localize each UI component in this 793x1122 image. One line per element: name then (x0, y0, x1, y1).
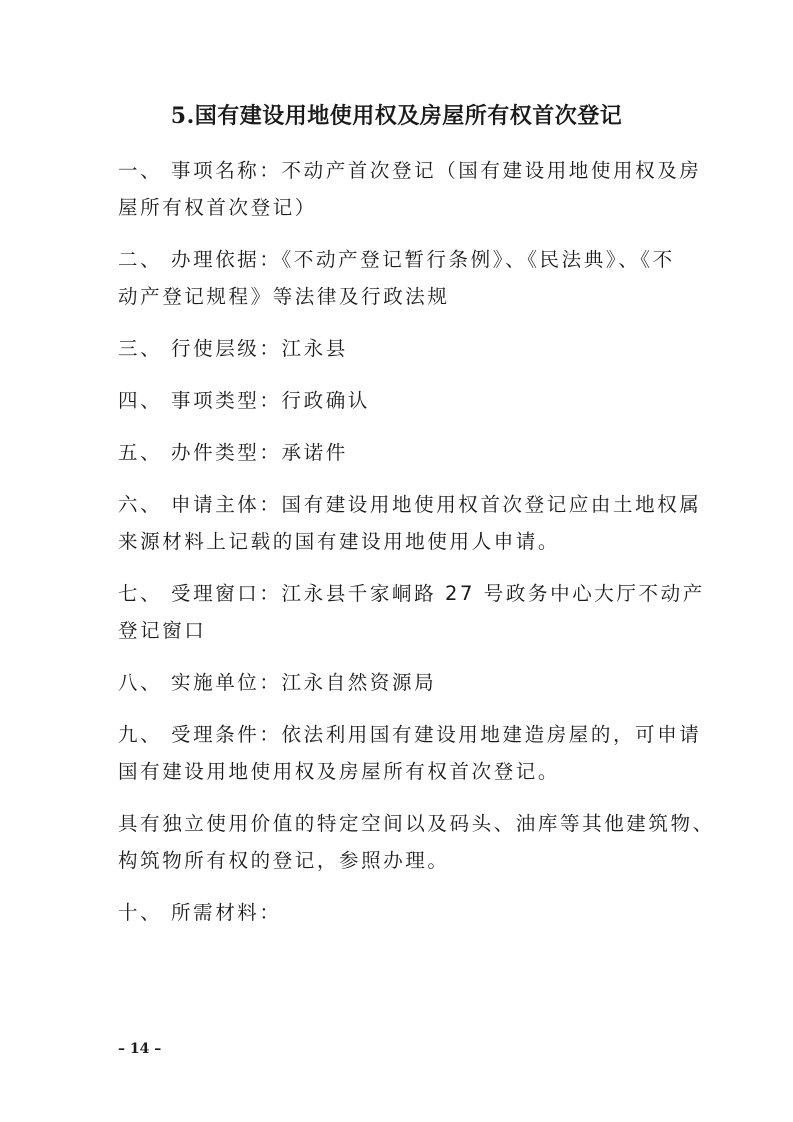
text-line: 十、 所需材料： (118, 901, 282, 924)
text-line: 九、 受理条件：依法利用国有建设用地建造房屋的，可申请 (118, 723, 702, 746)
text-line: 八、 实施单位：江永自然资源局 (118, 671, 437, 694)
paragraph-applicant (118, 486, 702, 560)
document-title: 5.国有建设用地使用权及房屋所有权首次登记 (170, 103, 623, 129)
paragraph-conditions (118, 716, 702, 790)
paragraph-legal-basis (118, 241, 688, 315)
text-line: 四、 事项类型：行政确认 (118, 389, 370, 412)
text-line: 七、 受理窗口：江永县千家峒路 27 号政务中心大厅不动产 (118, 582, 705, 605)
paragraph-level (118, 330, 688, 367)
paragraph-case-type (118, 434, 688, 471)
paragraph-item-name (118, 152, 702, 226)
text-line: 登记窗口 (118, 619, 207, 642)
text-line: 五、 办件类型：承诺件 (118, 441, 348, 464)
paragraph-implementing-unit (118, 664, 688, 701)
text-line: 国有建设用地使用权及房屋所有权首次登记。 (118, 760, 561, 783)
text-line: 二、 办理依据：《不动产登记暂行条例》、《民法典》、《不 (118, 248, 675, 271)
paragraph-materials (118, 894, 688, 931)
paragraph-item-type (118, 382, 688, 419)
text-line: 动产登记规程》等法律及行政法规 (118, 285, 450, 308)
text-line: 屋所有权首次登记） (118, 196, 317, 219)
document-body (118, 152, 715, 946)
text-line: 一、 事项名称：不动产首次登记（国有建设用地使用权及房 (118, 159, 702, 182)
text-line: 六、 申请主体：国有建设用地使用权首次登记应由土地权属 (118, 493, 702, 516)
text-line: 三、 行使层级：江永县 (118, 337, 348, 360)
text-line: 构筑物所有权的登记，参照办理。 (118, 849, 450, 872)
page-number: – 14 – (118, 1041, 162, 1057)
paragraph-special-space (118, 805, 715, 879)
paragraph-window (118, 575, 705, 649)
text-line: 具有独立使用价值的特定空间以及码头、油库等其他建筑物、 (118, 812, 715, 835)
text-line: 来源材料上记载的国有建设用地使用人申请。 (118, 530, 561, 553)
